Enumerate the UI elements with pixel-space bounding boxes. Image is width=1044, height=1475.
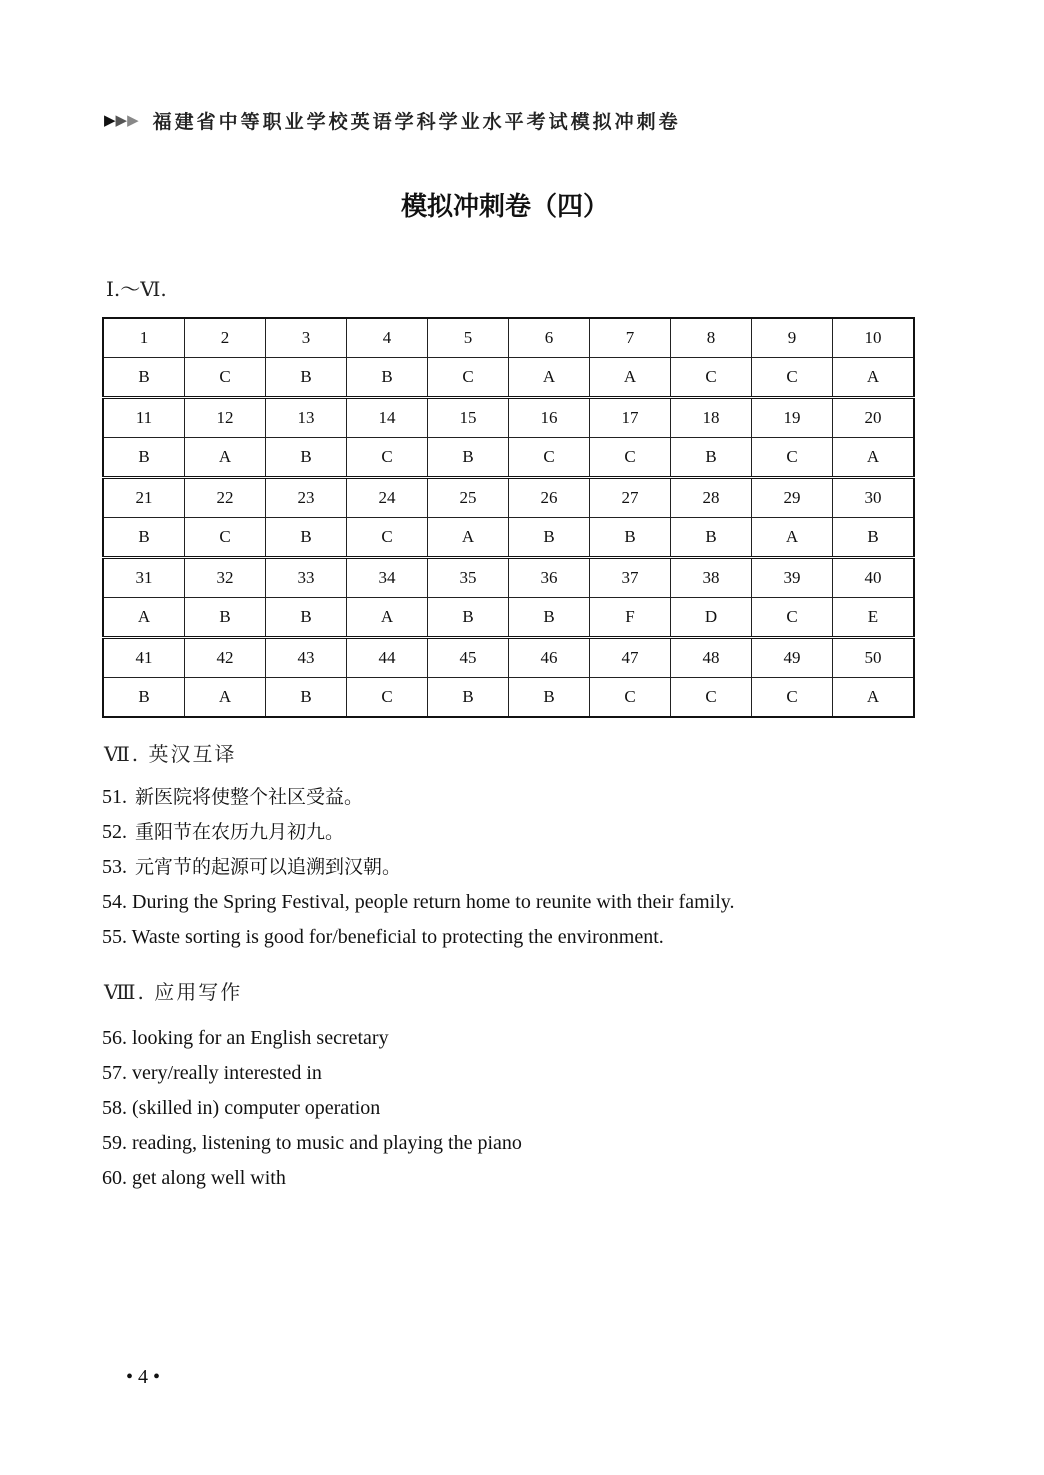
arrow-icon: ▶ <box>104 111 116 129</box>
question-number-cell: 44 <box>347 638 428 678</box>
item-text: reading, listening to music and playing the piano <box>132 1132 522 1154</box>
answer-cell: C <box>671 678 752 718</box>
answer-cell: C <box>347 518 428 558</box>
table-row-answers <box>103 678 914 718</box>
answer-cell: C <box>185 358 266 398</box>
answer-cell: E <box>833 598 915 638</box>
answer-cell: F <box>590 598 671 638</box>
item-text: 新医院将使整个社区受益。 <box>135 786 364 808</box>
question-number-cell: 43 <box>266 638 347 678</box>
question-number-cell: 19 <box>752 398 833 438</box>
question-number-cell: 41 <box>103 638 185 678</box>
list-item <box>102 1056 522 1091</box>
page-number: • 4 • <box>126 1366 161 1388</box>
list-item <box>102 920 734 955</box>
question-number-cell: 18 <box>671 398 752 438</box>
answer-cell: A <box>347 598 428 638</box>
item-text: (skilled in) computer operation <box>132 1097 381 1119</box>
answer-cell: A <box>590 358 671 398</box>
answer-cell: B <box>103 678 185 718</box>
item-text: get along well with <box>132 1167 286 1189</box>
answer-cell: B <box>428 438 509 478</box>
question-number-cell: 24 <box>347 478 428 518</box>
list-item <box>102 885 734 920</box>
question-number-cell: 32 <box>185 558 266 598</box>
question-number-cell: 42 <box>185 638 266 678</box>
answer-cell: B <box>266 358 347 398</box>
question-number-cell: 38 <box>671 558 752 598</box>
section-heading-writing: Ⅷ. 应用写作 <box>104 980 243 1004</box>
question-number-cell: 47 <box>590 638 671 678</box>
question-number-cell: 3 <box>266 318 347 358</box>
answer-cell: B <box>103 438 185 478</box>
question-number-cell: 1 <box>103 318 185 358</box>
answer-cell: C <box>752 438 833 478</box>
item-number: 59. <box>102 1132 127 1154</box>
question-number-cell: 16 <box>509 398 590 438</box>
question-number-cell: 13 <box>266 398 347 438</box>
answer-cell: A <box>185 438 266 478</box>
question-number-cell: 23 <box>266 478 347 518</box>
question-number-cell: 26 <box>509 478 590 518</box>
question-number-cell: 14 <box>347 398 428 438</box>
answer-cell: C <box>347 678 428 718</box>
question-number-cell: 12 <box>185 398 266 438</box>
answer-cell: C <box>428 358 509 398</box>
item-number: 52. <box>102 821 127 843</box>
question-number-cell: 33 <box>266 558 347 598</box>
item-number: 58. <box>102 1097 127 1119</box>
question-number-cell: 22 <box>185 478 266 518</box>
answer-cell: A <box>833 678 915 718</box>
list-item <box>102 1126 522 1161</box>
item-number: 56. <box>102 1027 127 1049</box>
list-item <box>102 780 734 815</box>
question-number-cell: 30 <box>833 478 915 518</box>
answer-cell: B <box>509 598 590 638</box>
running-header <box>104 106 681 134</box>
table-row-numbers <box>103 558 914 598</box>
table-row-numbers <box>103 398 914 438</box>
answer-cell: B <box>509 518 590 558</box>
answer-cell: A <box>752 518 833 558</box>
answer-cell: A <box>103 598 185 638</box>
answer-cell: A <box>833 358 915 398</box>
item-text: During the Spring Festival, people return home to reunite with their family. <box>132 891 735 913</box>
header-title: 福建省中等职业学校英语学科学业水平考试模拟冲刺卷 <box>152 110 681 133</box>
question-number-cell: 48 <box>671 638 752 678</box>
question-number-cell: 36 <box>509 558 590 598</box>
question-number-cell: 11 <box>103 398 185 438</box>
answer-cell: B <box>266 678 347 718</box>
answer-cell: B <box>103 358 185 398</box>
item-text: very/really interested in <box>132 1062 322 1084</box>
table-row-numbers <box>103 638 914 678</box>
question-number-cell: 31 <box>103 558 185 598</box>
section-heading-choice: Ⅰ.～Ⅵ. <box>106 277 167 301</box>
answer-cell: C <box>752 678 833 718</box>
question-number-cell: 8 <box>671 318 752 358</box>
answer-cell: B <box>509 678 590 718</box>
table-row-numbers <box>103 478 914 518</box>
answer-cell: A <box>833 438 915 478</box>
answer-cell: B <box>671 518 752 558</box>
answer-cell: C <box>347 438 428 478</box>
answer-cell: B <box>833 518 915 558</box>
table-row-answers <box>103 438 914 478</box>
question-number-cell: 9 <box>752 318 833 358</box>
answer-cell: C <box>752 598 833 638</box>
question-number-cell: 5 <box>428 318 509 358</box>
item-number: 51. <box>102 786 127 808</box>
question-number-cell: 2 <box>185 318 266 358</box>
answer-cell: D <box>671 598 752 638</box>
answer-cell: B <box>185 598 266 638</box>
arrow-icons <box>104 111 139 129</box>
item-text: looking for an English secretary <box>132 1027 389 1049</box>
question-number-cell: 25 <box>428 478 509 518</box>
translation-list <box>102 780 734 955</box>
list-item <box>102 815 734 850</box>
item-text: 重阳节在农历九月初九。 <box>135 821 345 843</box>
question-number-cell: 46 <box>509 638 590 678</box>
question-number-cell: 21 <box>103 478 185 518</box>
question-number-cell: 7 <box>590 318 671 358</box>
item-number: 60. <box>102 1167 127 1189</box>
item-text: Waste sorting is good for/beneficial to protecting the environment. <box>131 926 664 948</box>
answer-cell: B <box>347 358 428 398</box>
section-heading-translation: Ⅶ. 英汉互译 <box>104 742 237 766</box>
question-number-cell: 37 <box>590 558 671 598</box>
table-row-answers <box>103 518 914 558</box>
question-number-cell: 17 <box>590 398 671 438</box>
arrow-icon: ▶ <box>115 111 128 129</box>
answer-cell: B <box>428 678 509 718</box>
arrow-icon: ▶ <box>127 111 139 129</box>
answer-cell: C <box>185 518 266 558</box>
question-number-cell: 45 <box>428 638 509 678</box>
question-number-cell: 29 <box>752 478 833 518</box>
item-number: 53. <box>102 856 127 878</box>
item-text: 元宵节的起源可以追溯到汉朝。 <box>135 856 402 878</box>
list-item <box>102 1021 522 1056</box>
question-number-cell: 34 <box>347 558 428 598</box>
question-number-cell: 27 <box>590 478 671 518</box>
answer-cell: A <box>428 518 509 558</box>
answer-cell: B <box>266 518 347 558</box>
answer-cell: B <box>671 438 752 478</box>
answer-cell: A <box>509 358 590 398</box>
question-number-cell: 49 <box>752 638 833 678</box>
answer-cell: B <box>103 518 185 558</box>
question-number-cell: 4 <box>347 318 428 358</box>
list-item <box>102 850 734 885</box>
question-number-cell: 10 <box>833 318 915 358</box>
question-number-cell: 50 <box>833 638 915 678</box>
answer-cell: B <box>590 518 671 558</box>
answer-cell: A <box>185 678 266 718</box>
question-number-cell: 20 <box>833 398 915 438</box>
table-row-answers <box>103 598 914 638</box>
writing-list <box>102 1021 522 1196</box>
question-number-cell: 39 <box>752 558 833 598</box>
question-number-cell: 35 <box>428 558 509 598</box>
list-item <box>102 1161 522 1196</box>
answer-cell: C <box>671 358 752 398</box>
item-number: 57. <box>102 1062 127 1084</box>
question-number-cell: 28 <box>671 478 752 518</box>
answer-cell: C <box>590 438 671 478</box>
question-number-cell: 6 <box>509 318 590 358</box>
answer-table <box>102 317 915 718</box>
table-row-answers <box>103 358 914 398</box>
item-number: 54. <box>102 891 127 913</box>
question-number-cell: 15 <box>428 398 509 438</box>
answer-cell: C <box>752 358 833 398</box>
answer-cell: C <box>590 678 671 718</box>
page-title: 模拟冲刺卷（四） <box>400 192 609 222</box>
answer-cell: B <box>428 598 509 638</box>
item-number: 55. <box>102 926 127 948</box>
list-item <box>102 1091 522 1126</box>
question-number-cell: 40 <box>833 558 915 598</box>
answer-cell: B <box>266 598 347 638</box>
table-row-numbers <box>103 318 914 358</box>
answer-cell: B <box>266 438 347 478</box>
answer-cell: C <box>509 438 590 478</box>
